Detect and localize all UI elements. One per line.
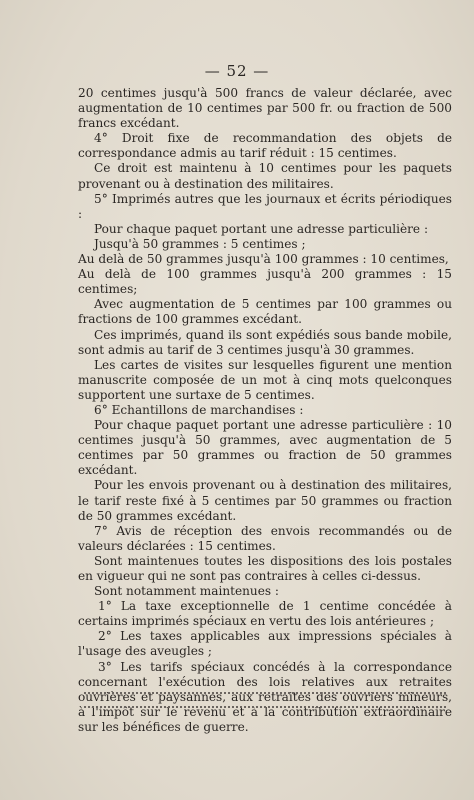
body-text bbox=[78, 86, 452, 735]
paragraph-item-6: 6° Echantillons de marchandises : bbox=[94, 402, 304, 417]
paragraph-sub-3: 3° Les tarifs spéciaux concédés à la correspondance concernant l'exécution des lois relatives aux retraites ouvrières et paysannes, aux retraites des ouvriers mineurs, à l'impôt sur le revenu et à la contribution extraordinaire sur les bénéfices de guerre. bbox=[78, 659, 452, 734]
rate-line-50g: Jusqu'à 50 grammes : 5 centimes ; bbox=[94, 236, 306, 251]
paragraph-samples-military: Pour les envois provenant ou à destination des militaires, le tarif reste fixé à 5 centimes par 50 grammes ou fraction de 50 grammes excédant. bbox=[78, 478, 452, 523]
paragraph-sub-2: 2° Les taxes applicables aux impressions spéciales à l'usage des aveugles ; bbox=[78, 629, 452, 659]
paragraph-mobile-band: Ces imprimés, quand ils sont expédiés sous bande mobile, sont admis au tarif de 3 centimes jusqu'à 30 grammes. bbox=[78, 327, 452, 357]
rate-line-surcharge: Avec augmentation de 5 centimes par 100 grammes ou fractions de 100 grammes excédant. bbox=[78, 297, 452, 327]
page-number: — 52 — bbox=[204, 62, 270, 80]
paragraph-per-packet: Pour chaque paquet portant une adresse particulière : bbox=[94, 221, 429, 236]
rate-line-100g: Au delà de 50 grammes jusqu'à 100 grammes : 10 centimes, bbox=[78, 252, 449, 267]
paragraph-notably-maintained: Sont notamment maintenues : bbox=[94, 584, 279, 599]
dotted-rule-top bbox=[84, 692, 446, 694]
paragraph-maintained-provisions: Sont maintenues toutes les dispositions des lois postales en vigueur qui ne sont pas contraires à celles ci-dessus. bbox=[78, 553, 452, 583]
paragraph-visiting-cards: Les cartes de visites sur lesquelles figurent une mention manuscrite composée de un mot à cinq mots quelconques supportent une surtaxe de 5 centimes. bbox=[78, 357, 452, 402]
paragraph-sub-1: 1° La taxe exceptionnelle de 1 centime concédée à certains imprimés spéciaux en vertu des lois antérieures ; bbox=[78, 599, 452, 629]
rate-line-200g: Au delà de 100 grammes jusqu'à 200 grammes : 15 centimes; bbox=[78, 267, 452, 297]
paragraph-item-7: 7° Avis de réception des envois recommandés ou de valeurs déclarées : 15 centimes. bbox=[78, 523, 452, 553]
paragraph-item-4: 4° Droit fixe de recommandation des objets de correspondance admis au tarif réduit : 15 centimes. bbox=[78, 131, 452, 161]
paragraph-item-5: 5° Imprimés autres que les journaux et écrits périodiques : bbox=[78, 191, 452, 221]
paragraph-military-registration: Ce droit est maintenu à 10 centimes pour les paquets provenant ou à destination des militaires. bbox=[78, 161, 452, 191]
dotted-rule-bottom bbox=[84, 706, 446, 708]
paragraph-continuation: 20 centimes jusqu'à 500 francs de valeur déclarée, avec augmentation de 10 centimes par 500 fr. ou fraction de 500 francs excédant. bbox=[78, 86, 452, 131]
paragraph-samples-rate: Pour chaque paquet portant une adresse particulière : 10 centimes jusqu'à 50 grammes, avec augmentation de 5 centimes par 50 grammes ou fraction de 50 grammes excédant. bbox=[78, 418, 452, 478]
